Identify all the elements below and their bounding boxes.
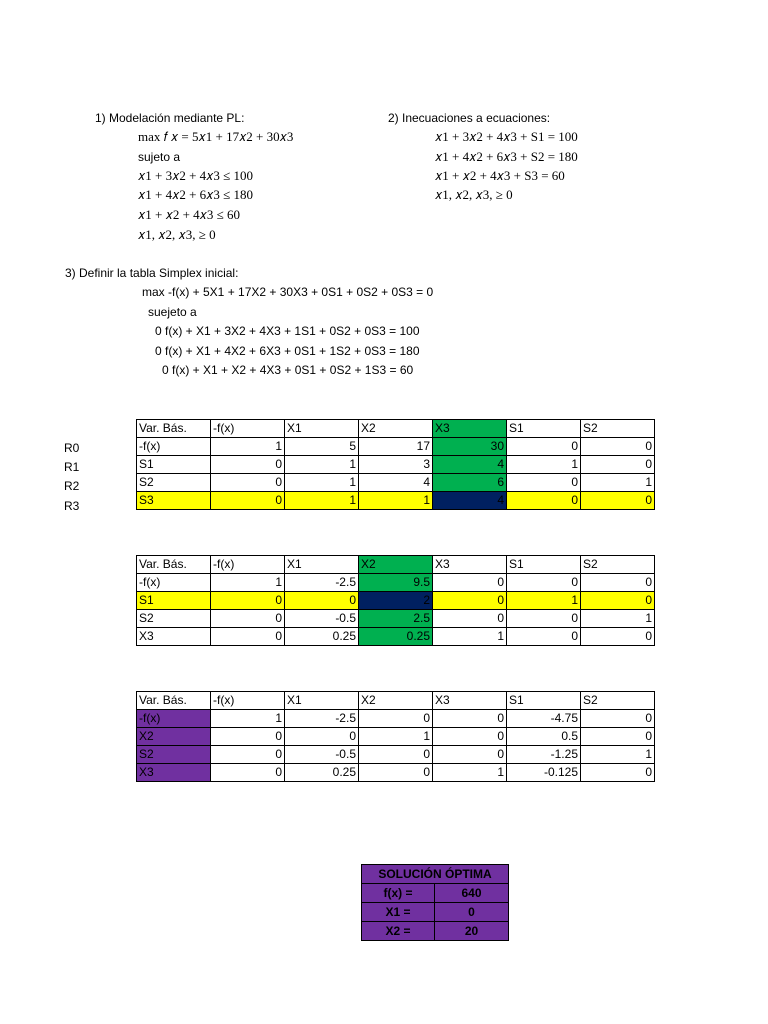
header-cell-pivot-column: X3 — [433, 420, 507, 438]
section1-constraint: 𝑥1 + 3𝑥2 + 4𝑥3 ≤ 100 — [138, 168, 254, 183]
value-cell: 0 — [211, 728, 285, 746]
value-cell: 0 — [433, 746, 507, 764]
header-cell: X2 — [359, 692, 433, 710]
basic-var-cell: S3 — [137, 492, 211, 510]
basic-var-cell: S2 — [137, 610, 211, 628]
section1-subject-to: sujeto a — [138, 150, 181, 164]
value-cell: 1 — [581, 610, 655, 628]
value-cell: -0.5 — [285, 746, 359, 764]
value-cell: 1 — [211, 574, 285, 592]
table-header-row — [137, 556, 655, 574]
header-cell: Var. Bás. — [137, 556, 211, 574]
pivot-row-cell: 1 — [507, 592, 581, 610]
header-cell: S2 — [581, 692, 655, 710]
value-cell: 0 — [211, 746, 285, 764]
value-cell: -0.5 — [285, 610, 359, 628]
basic-var-cell: -f(x) — [137, 438, 211, 456]
value-cell: 0 — [211, 628, 285, 646]
simplex-table-final — [136, 691, 655, 782]
header-cell: -f(x) — [211, 692, 285, 710]
basic-var-cell: -f(x) — [137, 710, 211, 728]
basic-var-cell: X2 — [137, 728, 211, 746]
value-cell: 0.25 — [285, 764, 359, 782]
pivot-row-cell: 1 — [285, 492, 359, 510]
simplex-table-initial — [136, 419, 655, 510]
value-cell: 0 — [359, 746, 433, 764]
solution-title-row — [362, 865, 509, 884]
solution-row — [362, 903, 509, 922]
value-cell: 1 — [211, 438, 285, 456]
value-cell: 0 — [507, 438, 581, 456]
value-cell: 3 — [359, 456, 433, 474]
section2-equation: 𝑥1 + 𝑥2 + 4𝑥3 + S3 = 60 — [435, 168, 565, 183]
value-cell: 0 — [211, 456, 285, 474]
solution-value: 640 — [435, 884, 509, 903]
table-row — [137, 728, 655, 746]
value-cell: 1 — [285, 474, 359, 492]
value-cell: 0 — [507, 628, 581, 646]
pivot-row-cell: 0 — [433, 592, 507, 610]
pivot-column-cell: 9.5 — [359, 574, 433, 592]
value-cell: 0 — [581, 628, 655, 646]
pivot-row-cell: 0 — [581, 492, 655, 510]
solution-value: 0 — [435, 903, 509, 922]
table-row — [137, 746, 655, 764]
table-header-row — [137, 420, 655, 438]
solution-title: SOLUCIÓN ÓPTIMA — [362, 865, 509, 884]
simplex-table-iteration-1 — [136, 555, 655, 646]
basic-var-cell: S1 — [137, 592, 211, 610]
section2-title: 2) Inecuaciones a ecuaciones: — [388, 111, 551, 125]
solution-row — [362, 884, 509, 903]
header-cell: Var. Bás. — [137, 692, 211, 710]
value-cell: 1 — [581, 474, 655, 492]
value-cell: -4.75 — [507, 710, 581, 728]
pivot-row-cell: 0 — [581, 592, 655, 610]
basic-var-cell: S1 — [137, 456, 211, 474]
value-cell: 0 — [433, 728, 507, 746]
section1-nonnegativity: 𝑥1, 𝑥2, 𝑥3, ≥ 0 — [138, 227, 216, 242]
value-cell: 0 — [211, 764, 285, 782]
pivot-row-cell: 0 — [507, 492, 581, 510]
table-row-pivot — [137, 492, 655, 510]
solution-label: X2 = — [362, 922, 435, 941]
value-cell: 1 — [507, 456, 581, 474]
solution-value: 20 — [435, 922, 509, 941]
section3-equation: 0 f(x) + X1 + 4X2 + 6X3 + 0S1 + 1S2 + 0S3 = 180 — [155, 344, 420, 358]
value-cell: 0 — [507, 610, 581, 628]
header-cell: -f(x) — [211, 420, 285, 438]
value-cell: 1 — [359, 728, 433, 746]
value-cell: 0 — [581, 728, 655, 746]
optimal-solution-table — [361, 864, 509, 941]
basic-var-cell: S2 — [137, 746, 211, 764]
header-cell: X2 — [359, 420, 433, 438]
table-row — [137, 764, 655, 782]
basic-var-cell: X3 — [137, 764, 211, 782]
section1-constraint: 𝑥1 + 4𝑥2 + 6𝑥3 ≤ 180 — [138, 187, 254, 202]
row-label-r2: R2 — [64, 479, 80, 493]
value-cell: 0 — [285, 728, 359, 746]
table-header-row — [137, 692, 655, 710]
basic-var-cell: X3 — [137, 628, 211, 646]
value-cell: 0 — [433, 610, 507, 628]
value-cell: -0.125 — [507, 764, 581, 782]
pivot-element-cell: 2 — [359, 592, 433, 610]
header-cell: S1 — [507, 556, 581, 574]
header-cell: Var. Bás. — [137, 420, 211, 438]
value-cell: 0 — [581, 438, 655, 456]
row-label-r0: R0 — [64, 441, 80, 455]
pivot-column-cell: 2.5 — [359, 610, 433, 628]
pivot-column-cell: 0.25 — [359, 628, 433, 646]
header-cell: X3 — [433, 556, 507, 574]
section3-equation: 0 f(x) + X1 + X2 + 4X3 + 0S1 + 0S2 + 1S3 = 60 — [162, 363, 414, 377]
pivot-column-cell: 6 — [433, 474, 507, 492]
solution-label: f(x) = — [362, 884, 435, 903]
value-cell: 0 — [433, 574, 507, 592]
solution-label: X1 = — [362, 903, 435, 922]
value-cell: 1 — [581, 746, 655, 764]
value-cell: 4 — [359, 474, 433, 492]
header-cell: S2 — [581, 556, 655, 574]
header-cell: X3 — [433, 692, 507, 710]
value-cell: -2.5 — [285, 710, 359, 728]
value-cell: 0.5 — [507, 728, 581, 746]
section3-equation: 0 f(x) + X1 + 3X2 + 4X3 + 1S1 + 0S2 + 0S3 = 100 — [155, 324, 420, 338]
header-cell: X1 — [285, 420, 359, 438]
table-row — [137, 628, 655, 646]
value-cell: -2.5 — [285, 574, 359, 592]
pivot-row-cell: 0 — [285, 592, 359, 610]
header-cell: S1 — [507, 692, 581, 710]
header-cell-pivot-column: X2 — [359, 556, 433, 574]
value-cell: 5 — [285, 438, 359, 456]
value-cell: 0.25 — [285, 628, 359, 646]
pivot-element-cell: 4 — [433, 492, 507, 510]
value-cell: 0 — [211, 610, 285, 628]
basic-var-cell: -f(x) — [137, 574, 211, 592]
table-row — [137, 574, 655, 592]
section1-objective: max 𝑓 𝑥 = 5𝑥1 + 17𝑥2 + 30𝑥3 — [138, 129, 294, 144]
value-cell: -1.25 — [507, 746, 581, 764]
value-cell: 0 — [359, 764, 433, 782]
value-cell: 0 — [433, 710, 507, 728]
pivot-column-cell: 30 — [433, 438, 507, 456]
section2-equation: 𝑥1 + 4𝑥2 + 6𝑥3 + S2 = 180 — [435, 149, 578, 164]
pivot-column-cell: 4 — [433, 456, 507, 474]
value-cell: 0 — [581, 710, 655, 728]
header-cell: X1 — [285, 692, 359, 710]
table-row — [137, 710, 655, 728]
value-cell: 1 — [211, 710, 285, 728]
section1-constraint: 𝑥1 + 𝑥2 + 4𝑥3 ≤ 60 — [138, 207, 241, 222]
value-cell: 17 — [359, 438, 433, 456]
table-row — [137, 438, 655, 456]
value-cell: 0 — [581, 574, 655, 592]
section1-title: 1) Modelación mediante PL: — [95, 111, 245, 125]
table-row — [137, 610, 655, 628]
solution-row — [362, 922, 509, 941]
value-cell: 0 — [581, 764, 655, 782]
header-cell: S1 — [507, 420, 581, 438]
value-cell: 0 — [507, 474, 581, 492]
value-cell: 0 — [581, 456, 655, 474]
value-cell: 1 — [433, 764, 507, 782]
section2-equation: 𝑥1 + 3𝑥2 + 4𝑥3 + S1 = 100 — [435, 129, 578, 144]
section3-objective: max -f(x) + 5X1 + 17X2 + 30X3 + 0S1 + 0S2 + 0S3 = 0 — [142, 285, 434, 299]
value-cell: 0 — [507, 574, 581, 592]
row-label-r1: R1 — [64, 460, 80, 474]
section2-nonnegativity: 𝑥1, 𝑥2, 𝑥3, ≥ 0 — [435, 187, 513, 202]
table-row — [137, 456, 655, 474]
row-label-r3: R3 — [64, 499, 80, 513]
table-row — [137, 474, 655, 492]
header-cell: S2 — [581, 420, 655, 438]
pivot-row-cell: 1 — [359, 492, 433, 510]
value-cell: 1 — [433, 628, 507, 646]
value-cell: 0 — [359, 710, 433, 728]
header-cell: X1 — [285, 556, 359, 574]
basic-var-cell: S2 — [137, 474, 211, 492]
value-cell: 0 — [211, 474, 285, 492]
table-row-pivot — [137, 592, 655, 610]
header-cell: -f(x) — [211, 556, 285, 574]
pivot-row-cell: 0 — [211, 492, 285, 510]
pivot-row-cell: 0 — [211, 592, 285, 610]
value-cell: 1 — [285, 456, 359, 474]
section3-subject-to: suejeto a — [148, 305, 197, 319]
section3-title: 3) Definir la tabla Simplex inicial: — [65, 266, 239, 280]
